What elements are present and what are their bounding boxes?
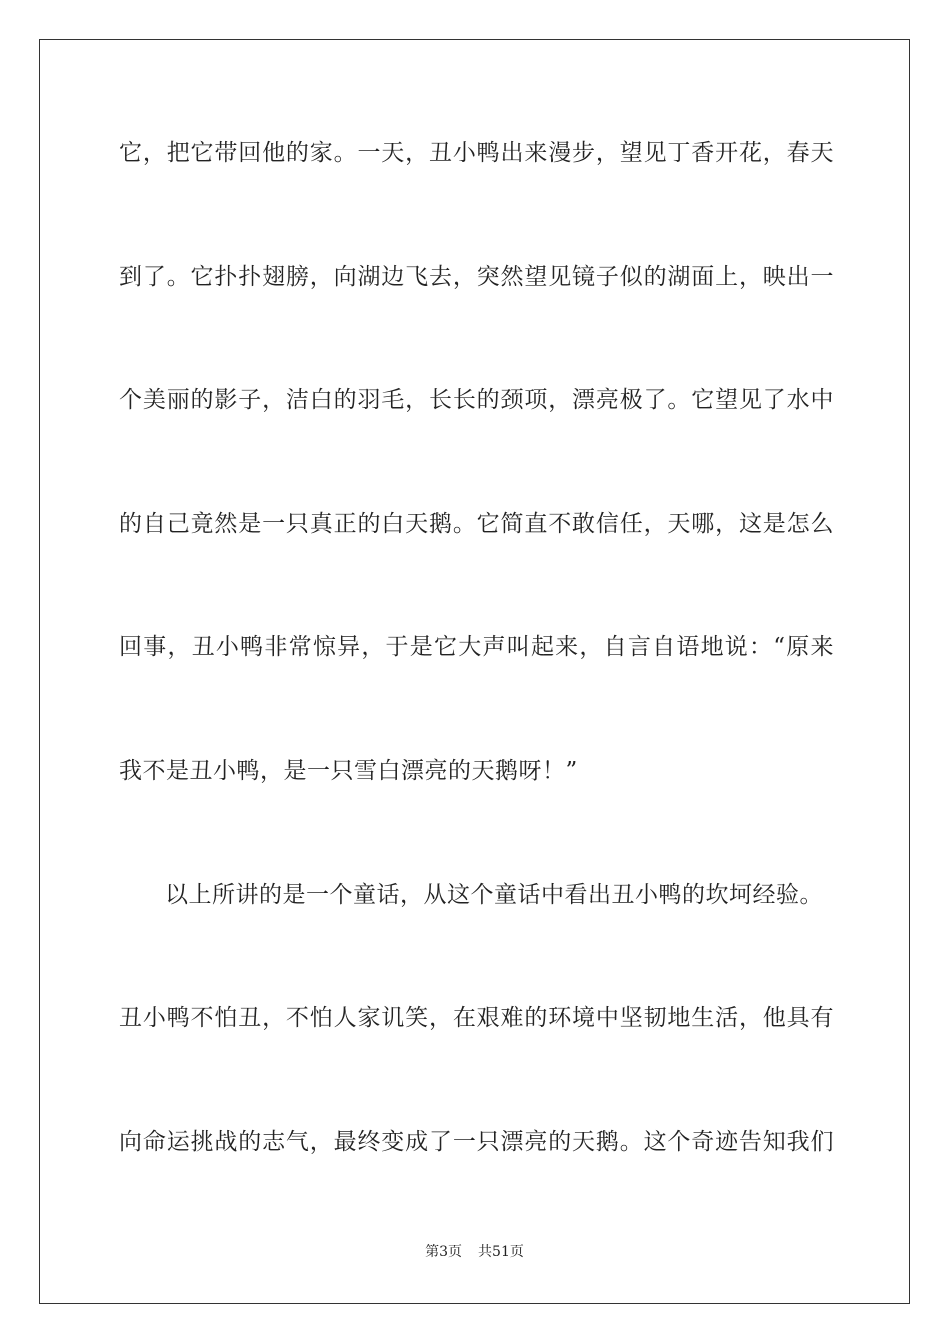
text-line-1: 它，把它带回他的家。一天，丑小鸭出来漫步，望见丁香开花，春天 xyxy=(119,140,834,166)
text-line-5: 回事，丑小鸭非常惊异，于是它大声叫起来，自言自语地说：“原来 xyxy=(119,634,834,660)
document-page xyxy=(39,39,910,1304)
page-footer xyxy=(40,1241,909,1261)
text-line-9: 向命运挑战的志气，最终变成了一只漂亮的天鹅。这个奇迹告知我们 xyxy=(119,1129,834,1155)
text-line-6: 我不是丑小鸭，是一只雪白漂亮的天鹅呀！” xyxy=(119,758,578,784)
page-total: 共51页 xyxy=(478,1244,524,1260)
page-number: 第3页 xyxy=(425,1244,463,1260)
text-line-4: 的自己竟然是一只真正的白天鹅。它简直不敢信任，天哪，这是怎么 xyxy=(119,511,834,537)
text-line-8: 丑小鸭不怕丑，不怕人家讥笑，在艰难的环境中坚韧地生活，他具有 xyxy=(119,1005,834,1031)
text-line-3: 个美丽的影子，洁白的羽毛，长长的颈项，漂亮极了。它望见了水中 xyxy=(119,387,834,413)
text-line-7-paragraph-start: 以上所讲的是一个童话，从这个童话中看出丑小鸭的坎坷经验。 xyxy=(165,882,823,908)
text-line-2: 到了。它扑扑翅膀，向湖边飞去，突然望见镜子似的湖面上，映出一 xyxy=(119,264,834,290)
